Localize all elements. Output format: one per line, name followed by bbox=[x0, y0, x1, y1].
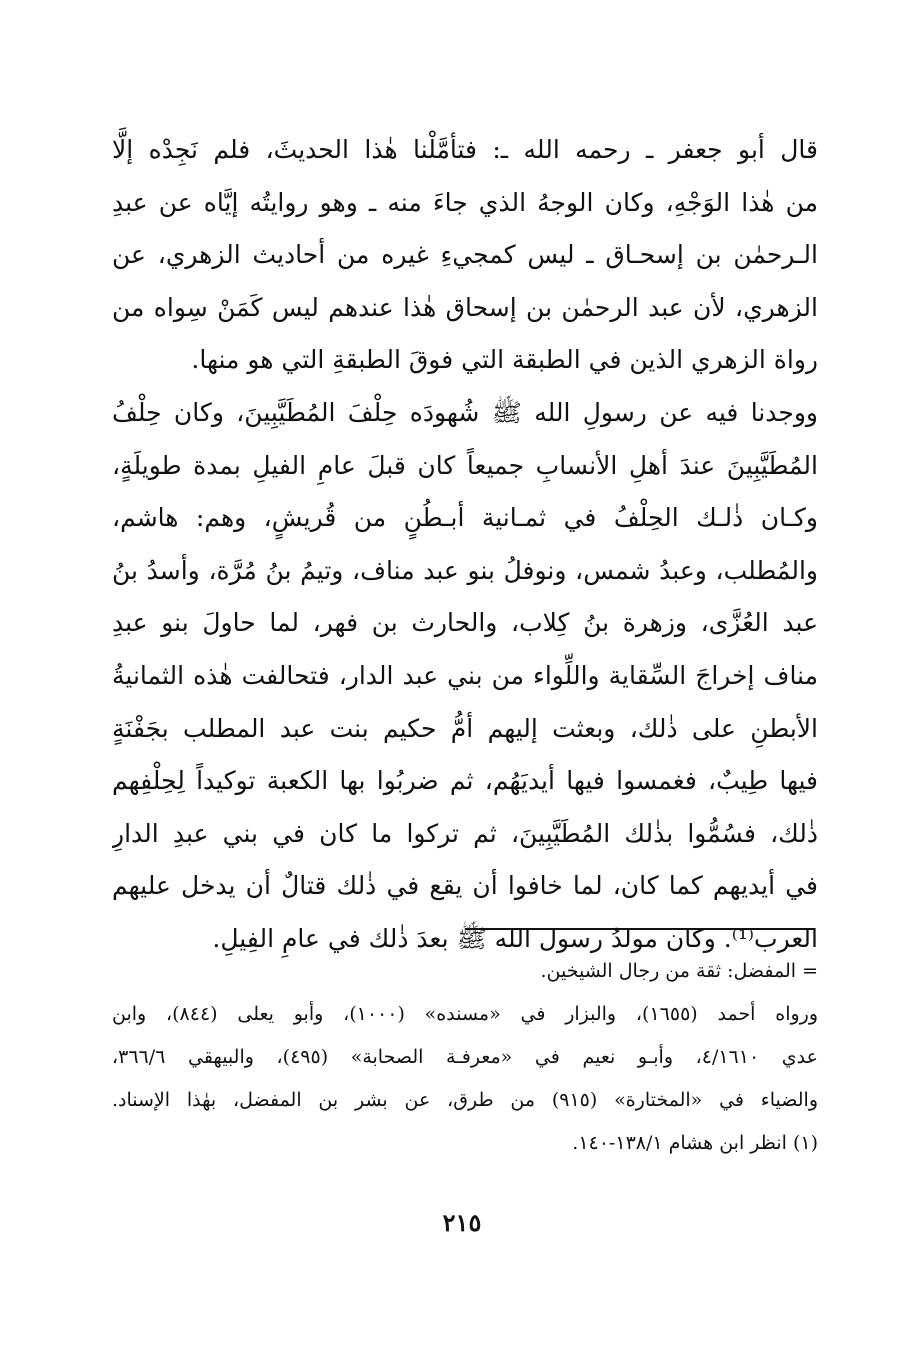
footnotes bbox=[112, 950, 818, 1165]
footnote-line: (١) انظر ابن هشام ١٣٨/١-١٤٠. bbox=[572, 1132, 818, 1154]
text-line: وكـان ذٰلـك الحِلْفُ في ثمـانية أبـطُنٍ من قُريشٍ، وهم: هاشم، bbox=[112, 503, 818, 533]
text-line: الـرحمٰن بن إسحـاق ـ ليس كمجيءِ غيره من أحاديث الزهري، عن bbox=[112, 240, 818, 270]
footnote-line: والضياء في «المختارة» (٩١٥) من طرق، عن بشر بن المفضل، بهٰذا الإسناد. bbox=[112, 1089, 818, 1111]
main-text bbox=[112, 124, 818, 966]
text-line: مناف إخراجَ السِّقاية واللِّواء من بني عبد الدار، فتحالفت هٰذه الثمانيةُ bbox=[112, 660, 818, 690]
text-line: في أيديهم كما كان، لما خافوا أن يقع في ذٰلك قتالٌ أن يدخل عليهم bbox=[112, 871, 818, 901]
text-line: المُطَيَّبِينَ عندَ أهلِ الأنسابِ جميعاً كان قبلَ عامِ الفيلِ بمدة طويلَةٍ، bbox=[112, 450, 818, 480]
text-line: فيها طِيبٌ، فغمسوا فيها أيديَهُم، ثم ضربُوا بها الكعبة توكيداً لِحِلْفِهم bbox=[112, 766, 818, 796]
text-line: من هٰذا الوَجْهِ، وكان الوجهُ الذي جاءَ منه ـ وهو روايتُه إيَّاه عن عبدِ bbox=[112, 187, 818, 217]
page-number: ٢١٥ bbox=[442, 1208, 482, 1237]
text-line: ووجدنا فيه عن رسولِ الله ﷺ شُهودَه حِلْفَ المُطَيَّبِينَ، وكان حِلْفُ bbox=[112, 397, 818, 427]
text-line: الأبطنِ على ذٰلك، وبعثت إليهم أمُّ حكيم بنت عبد المطلب بجَفْنَةٍ bbox=[112, 713, 818, 743]
text-line: ذٰلك، فسُمُّوا بذٰلك المُطَيَّبِينَ، ثم تركوا ما كان في بني عبدِ الدارِ bbox=[112, 818, 818, 848]
paragraph-2 bbox=[112, 387, 818, 966]
paragraph-1 bbox=[112, 124, 818, 387]
text-line: قال أبو جعفر ـ رحمه الله ـ: فتأمَّلْنا هٰذا الحديثَ، فلم نَجِدْه إلَّا bbox=[112, 135, 818, 164]
footnote-line: = المفضل: ثقة من رجال الشيخين. bbox=[540, 960, 818, 982]
text-line: العرب⁽¹⁾. وكان مولدُ رسول الله ﷺ بعدَ ذٰلك في عامِ الفِيلِ. bbox=[212, 923, 818, 953]
text-line: عبد العُزَّى، وزهرة بنُ كِلاب، والحارث بن فهر، لما حاولَ بنو عبدِ bbox=[112, 608, 818, 638]
text-line: رواة الزهري الذين في الطبقة التي فوقَ الطبقةِ التي هو منها. bbox=[191, 345, 818, 375]
text-line: والمُطلب، وعبدُ شمس، ونوفلُ بنو عبد مناف، وتيمُ بنُ مُرَّة، وأسدُ بنُ bbox=[112, 555, 818, 585]
footnote-line: ورواه أحمد (١٦٥٥)، والبزار في «مسنده» (١٠٠٠)، وأبو يعلى (٨٤٤)، وابن bbox=[112, 1003, 818, 1025]
footnote-line: عدي ٤/١٦١٠، وأبـو نعيم في «معرفـة الصحابة» (٤٩٥)، والبيهقي ٣٦٦/٦، bbox=[112, 1046, 818, 1068]
footnote-separator bbox=[465, 928, 815, 930]
text-line: الزهري، لأن عبد الرحمٰن بن إسحاق هٰذا عندهم ليس كَمَنْ سِواه من bbox=[112, 292, 818, 322]
